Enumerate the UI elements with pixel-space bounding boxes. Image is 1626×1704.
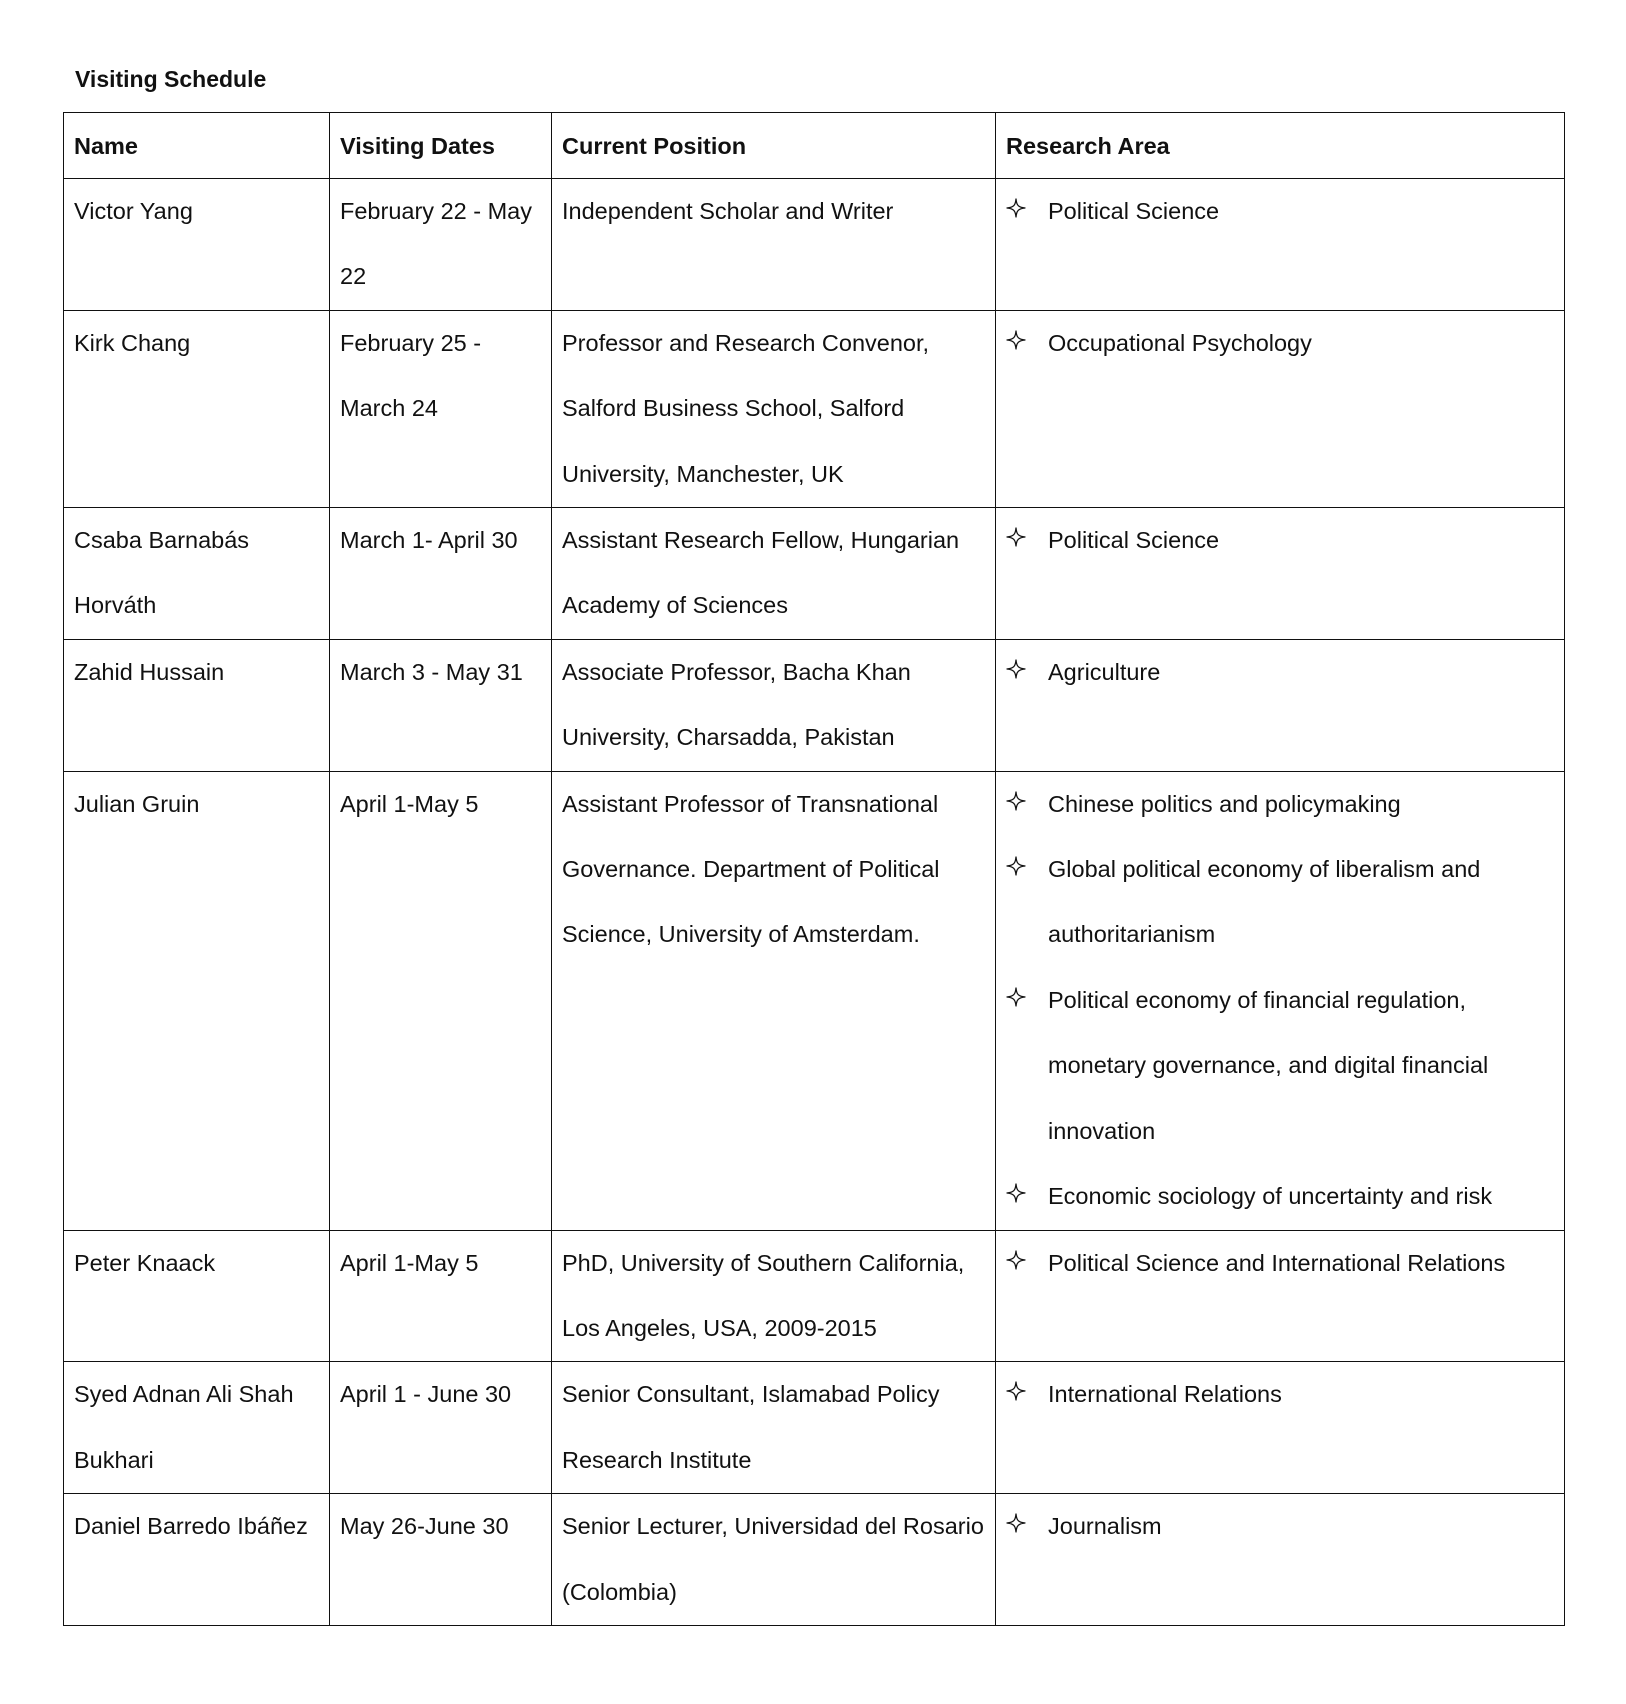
current-position: Independent Scholar and Writer — [562, 198, 894, 224]
visiting-dates-cell — [330, 1362, 552, 1494]
four-point-star-icon — [1006, 968, 1030, 1033]
research-area-item — [1006, 311, 1554, 376]
table-row — [64, 1230, 1565, 1362]
visitor-name-cell — [64, 1362, 330, 1494]
research-area-label: Occupational Psychology — [1048, 329, 1312, 356]
visitor-name: Daniel Barredo Ibáñez — [74, 1513, 308, 1540]
table-header-row — [64, 113, 1565, 179]
table-row — [64, 179, 1565, 311]
research-area-list — [1006, 179, 1554, 244]
research-area-item — [1006, 1494, 1554, 1559]
current-position-cell — [552, 1362, 996, 1494]
research-area-label: Global political economy of liberalism and authoritarianism — [1048, 856, 1481, 948]
page-title: Visiting Schedule — [75, 66, 267, 92]
research-area-label: Political Science and International Relations — [1048, 1249, 1506, 1276]
visitor-name-cell — [64, 771, 330, 1230]
current-position: Assistant Professor of Transnational Governance. Department of Political Science, University of Amsterdam. — [562, 790, 940, 948]
table-row — [64, 639, 1565, 771]
table-row — [64, 1362, 1565, 1494]
research-area-list — [1006, 772, 1554, 1230]
research-area-label: Political Science — [1048, 527, 1220, 554]
header-research-area: Research Area — [996, 113, 1565, 179]
visitor-name: Kirk Chang — [74, 329, 191, 356]
research-area-list — [1006, 508, 1554, 573]
visiting-dates: March 3 - May 31 — [340, 658, 523, 685]
table-row — [64, 310, 1565, 507]
research-area-item — [1006, 640, 1554, 705]
research-area-list — [1006, 1362, 1554, 1427]
visiting-dates: February 22 - May 22 — [340, 198, 532, 290]
current-position-cell — [552, 179, 996, 311]
visiting-dates: April 1-May 5 — [340, 790, 479, 817]
research-area-item — [1006, 772, 1554, 837]
visiting-dates: April 1 - June 30 — [340, 1381, 512, 1408]
research-area-label: Chinese politics and policymaking — [1048, 790, 1401, 817]
four-point-star-icon — [1006, 179, 1030, 244]
current-position: Senior Lecturer, Universidad del Rosario (Colombia) — [562, 1513, 984, 1605]
visiting-dates: May 26-June 30 — [340, 1513, 509, 1540]
research-area-item — [1006, 179, 1554, 244]
current-position-cell — [552, 1494, 996, 1626]
visiting-dates-cell — [330, 1230, 552, 1362]
research-area-item — [1006, 837, 1554, 968]
four-point-star-icon — [1006, 508, 1030, 573]
four-point-star-icon — [1006, 772, 1030, 837]
visitor-name-cell — [64, 508, 330, 640]
four-point-star-icon — [1006, 1231, 1030, 1296]
four-point-star-icon — [1006, 837, 1030, 902]
research-area-list — [1006, 1231, 1554, 1296]
four-point-star-icon — [1006, 311, 1030, 376]
visiting-dates: April 1-May 5 — [340, 1249, 479, 1276]
current-position: PhD, University of Southern California, Los Angeles, USA, 2009-2015 — [562, 1249, 965, 1341]
current-position-cell — [552, 508, 996, 640]
research-area-cell — [996, 508, 1565, 640]
current-position: Senior Consultant, Islamabad Policy Research Institute — [562, 1381, 940, 1473]
visitor-name-cell — [64, 179, 330, 311]
current-position: Assistant Research Fellow, Hungarian Academy of Sciences — [562, 527, 960, 619]
research-area-label: International Relations — [1048, 1381, 1282, 1408]
table-row — [64, 508, 1565, 640]
research-area-label: Agriculture — [1048, 658, 1161, 685]
four-point-star-icon — [1006, 1362, 1030, 1427]
research-area-cell — [996, 1362, 1565, 1494]
current-position: Associate Professor, Bacha Khan University, Charsadda, Pakistan — [562, 658, 911, 751]
table-row — [64, 1494, 1565, 1626]
research-area-cell — [996, 771, 1565, 1230]
visitor-name: Julian Gruin — [74, 790, 200, 817]
visiting-dates-cell — [330, 639, 552, 771]
research-area-item — [1006, 1164, 1554, 1229]
header-visiting-dates: Visiting Dates — [330, 113, 552, 179]
visitor-name-cell — [64, 310, 330, 507]
visiting-schedule-table — [63, 112, 1565, 1626]
current-position-cell — [552, 310, 996, 507]
visiting-dates: February 25 -March 24 — [340, 329, 482, 422]
four-point-star-icon — [1006, 640, 1030, 705]
visiting-dates-cell — [330, 1494, 552, 1626]
visitor-name-cell — [64, 1230, 330, 1362]
header-current-position: Current Position — [552, 113, 996, 179]
research-area-item — [1006, 1231, 1554, 1296]
four-point-star-icon — [1006, 1164, 1030, 1229]
visitor-name: Syed Adnan Ali Shah Bukhari — [74, 1381, 294, 1473]
research-area-label: Political Science — [1048, 198, 1220, 224]
research-area-item — [1006, 508, 1554, 573]
research-area-cell — [996, 1230, 1565, 1362]
visitor-name-cell — [64, 639, 330, 771]
research-area-label: Political economy of financial regulation, monetary governance, and digital financial innovation — [1048, 986, 1489, 1144]
visiting-dates-cell — [330, 508, 552, 640]
visiting-dates-cell — [330, 310, 552, 507]
four-point-star-icon — [1006, 1494, 1030, 1559]
research-area-item — [1006, 1362, 1554, 1427]
research-area-item — [1006, 968, 1554, 1164]
visitor-name: Zahid Hussain — [74, 658, 225, 685]
research-area-label: Economic sociology of uncertainty and risk — [1048, 1183, 1493, 1210]
visiting-dates: March 1- April 30 — [340, 527, 518, 554]
visitor-name: Csaba Barnabás Horváth — [74, 527, 250, 619]
research-area-list — [1006, 311, 1554, 376]
visitor-name-cell — [64, 1494, 330, 1626]
visiting-dates-cell — [330, 771, 552, 1230]
table-row — [64, 771, 1565, 1230]
visiting-dates-cell — [330, 179, 552, 311]
research-area-cell — [996, 310, 1565, 507]
research-area-label: Journalism — [1048, 1513, 1162, 1540]
visitor-name: Peter Knaack — [74, 1249, 216, 1276]
research-area-list — [1006, 640, 1554, 705]
research-area-cell — [996, 1494, 1565, 1626]
visitor-name: Victor Yang — [74, 198, 193, 224]
current-position-cell — [552, 1230, 996, 1362]
research-area-cell — [996, 639, 1565, 771]
research-area-cell — [996, 179, 1565, 311]
research-area-list — [1006, 1494, 1554, 1559]
current-position-cell — [552, 639, 996, 771]
current-position: Professor and Research Convenor, Salford Business School, Salford University, Manchester, UK — [562, 329, 930, 487]
current-position-cell — [552, 771, 996, 1230]
header-name: Name — [64, 113, 330, 179]
table-body — [64, 179, 1565, 1626]
